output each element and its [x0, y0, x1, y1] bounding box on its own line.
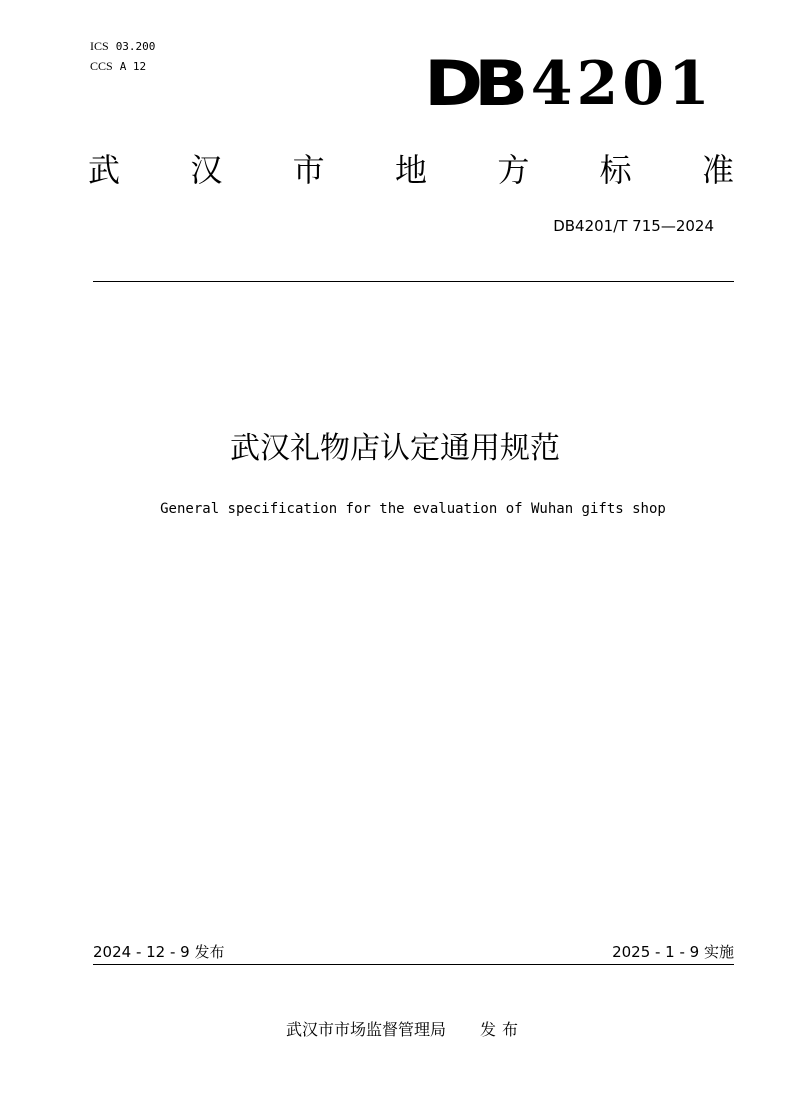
db-logo-mark: DB [424, 47, 520, 120]
title-char: 武 [88, 151, 121, 189]
db-standard-logo [424, 47, 714, 120]
ics-classification [90, 39, 155, 54]
issuer-name: 武汉市市场监督管理局 [285, 1020, 446, 1039]
title-char: 地 [394, 151, 427, 189]
title-char: 方 [497, 151, 530, 189]
db-logo-number: 4201 [530, 49, 714, 119]
standard-number: DB4201/T 715—2024 [553, 217, 714, 235]
footer-divider [93, 964, 734, 965]
title-char: 标 [599, 151, 632, 189]
document-title: 武汉礼物店认定通用规范 [230, 431, 560, 466]
issuing-authority [0, 1019, 790, 1041]
ccs-code: A 12 [119, 60, 147, 73]
ccs-label: CCS [90, 59, 113, 73]
title-char: 市 [292, 151, 325, 189]
document-english-title: General specification for the evaluation of Wuhan gifts shop [160, 501, 666, 517]
issued-label: 发布 [480, 1020, 525, 1039]
standard-type-title [88, 150, 734, 190]
header-divider [93, 281, 734, 282]
implementation-date: 2025 - 1 - 9 实施 [612, 943, 734, 961]
issue-date: 2024 - 12 - 9 发布 [93, 943, 225, 961]
ics-code: 03.200 [115, 40, 156, 53]
ics-label: ICS [90, 39, 109, 53]
title-char: 汉 [190, 151, 223, 189]
title-char: 准 [701, 151, 734, 189]
ccs-classification [90, 59, 146, 74]
